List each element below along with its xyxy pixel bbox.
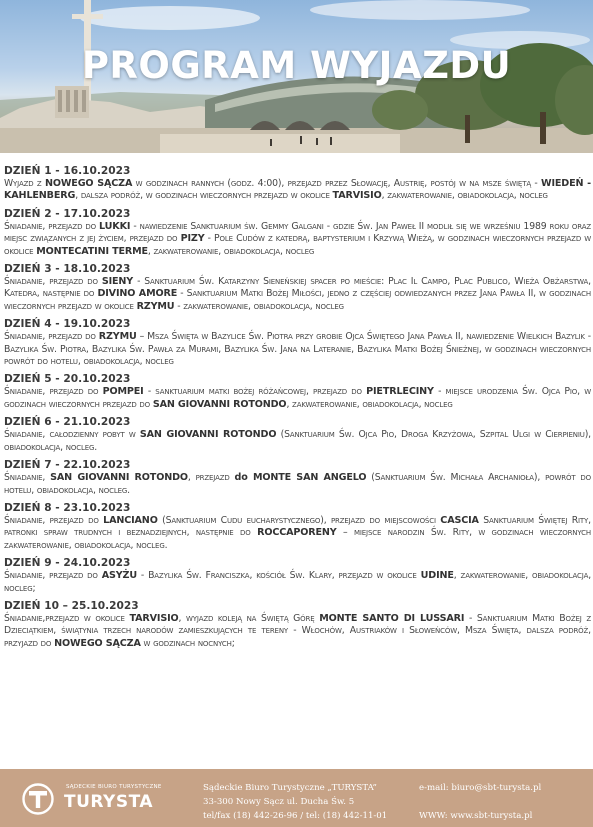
place-name: SAN GIOVANNI ROTONDO	[139, 429, 277, 441]
place-name: do MONTE SAN ANGELO	[234, 472, 367, 484]
day-heading: DZIEŃ 1 - 16.10.2023	[4, 165, 131, 177]
day-heading: DZIEŃ 9 - 24.10.2023	[4, 557, 131, 570]
description-text: Śniadanie, przejazd do	[4, 514, 104, 526]
description-text: - Sanktuarium Św. Katarzyny Sieneńskiej spacer po mieście: Plac Il Campo, Plac Publico, Wieża Obżarstwa, Katedra, następnie do	[4, 276, 591, 300]
description-text: - zakwaterowanie, obiadokolacja, nocleg	[174, 300, 344, 312]
day-description	[4, 178, 591, 203]
place-name: RZYMU	[98, 331, 137, 343]
place-name: SAN GIOVANNI ROTONDO	[50, 472, 188, 484]
page-title: PROGRAM WYJAZDU	[81, 44, 512, 87]
place-name: TARVISIO	[332, 190, 382, 202]
description-text: Śniadanie,	[4, 472, 51, 484]
day-heading: DZIEŃ 10 – 25.10.2023	[4, 599, 139, 612]
description-text: w godzinach nocnych;	[140, 637, 235, 649]
company-website[interactable]: WWW: www.sbt-turysta.pl	[419, 811, 533, 821]
place-name: LUKKI	[99, 220, 131, 232]
day-heading: DZIEŃ 3 - 18.10.2023	[4, 263, 131, 276]
day-section	[4, 318, 591, 368]
day-section	[4, 208, 591, 258]
company-phones: tel/fax (18) 442-26-96 / tel: (18) 442-11-01	[203, 811, 388, 821]
place-name: UDINE	[420, 570, 454, 582]
day-heading: DZIEŃ 7 - 22.10.2023	[4, 459, 131, 472]
day-section	[4, 502, 591, 552]
description-text: Śniadanie, przejazd do	[4, 276, 102, 288]
description-text: – Msza Święta w Bazylice Św. Piotra przy grobie Ojca Świętego Jana Pawła II, nawiedzenie Wielkich Bazylik - Bazylika Św. Piotra, Bazylika Św. Pawła za Murami, Bazylika Św. Jana na Lateranie, Bazylika Matki Bożej Śnieżnej, w godzinach wieczornych powrót do hotelu, obiadokolacja, nocleg	[4, 331, 592, 368]
day-heading: DZIEŃ 8 - 23.10.2023	[4, 501, 131, 514]
day-description	[4, 386, 591, 411]
description-text: Wyjazd z	[4, 178, 45, 189]
day-description	[4, 570, 591, 595]
day-section	[4, 557, 591, 595]
day-section	[4, 416, 591, 454]
description-text: , zakwaterowanie, obiadokolacja, nocleg;	[4, 570, 592, 594]
place-name: TARVISIO	[129, 612, 179, 624]
day-heading: DZIEŃ 4 - 19.10.2023	[4, 318, 131, 331]
description-text: w godzinach rannych (godz. 4:00), przejazd przez Słowację, Austrię, postój w na msze świętą -	[132, 178, 542, 189]
description-text: Śniadanie, przejazd do	[4, 386, 103, 398]
day-description	[4, 221, 591, 258]
company-address: 33-300 Nowy Sącz ul. Ducha Św. 5	[203, 797, 355, 807]
logo-tagline: SĄDECKIE BIURO TURYSTYCZNE	[66, 784, 162, 790]
day-section	[4, 459, 591, 497]
company-name: Sądeckie Biuro Turystyczne „TURYSTA”	[203, 783, 377, 793]
place-name: SIENY	[101, 276, 134, 288]
turysta-logo-icon	[22, 783, 54, 815]
description-text: - miejsce urodzenia Św. Ojca Pio, w godzinach wieczornych przejazd do	[4, 386, 591, 410]
day-description	[4, 613, 591, 650]
place-name: SAN GIOVANNI ROTONDO	[152, 398, 287, 410]
footer	[0, 769, 593, 827]
place-name: NOWEGO SĄCZA	[54, 637, 141, 649]
day-description	[4, 472, 591, 497]
place-name: NOWEGO SĄCZA	[44, 178, 133, 189]
day-section	[4, 165, 591, 203]
day-heading: DZIEŃ 2 - 17.10.2023	[4, 207, 131, 220]
description-text: Śniadanie, przejazd do	[4, 570, 102, 582]
place-name: MONTECATINI TERME	[36, 245, 148, 257]
description-text: Śniadanie,przejazd w okolice	[4, 612, 130, 624]
description-text: (Sanktuarium Św. Michała Archanioła), powrót do hotelu, obiadokolacja, nocleg.	[4, 472, 591, 496]
description-text: - Sanktuarium Matki Bożej z Dzieciątkiem, świątynia trzech narodów zamieszkujących te tereny - Włochów, Austriaków i Słoweńców, Msza Święta, dalsza podróż, przyjazd do	[4, 612, 591, 649]
trip-program	[4, 165, 591, 655]
day-section	[4, 263, 591, 313]
description-text: Śniadanie, przejazd do	[4, 331, 99, 343]
description-text: (Sanktuarium Św. Ojca Pio, Droga Krzyżowa, Szpital Ulgi w Cierpieniu), obiadokolacja, nocleg.	[4, 429, 591, 453]
description-text: - sanktuarium matki bożej różańcowej, przejazd do	[143, 386, 367, 398]
description-text: , wyjazd koleją na Świętą Górę	[178, 612, 320, 624]
day-description	[4, 429, 591, 454]
description-text: - Sanktuarium Matki Bożej Miłości, jedno z częściej odwiedzanych przez Jana Pawła II, w godzinach wieczornych przejazd w okolice	[4, 288, 591, 312]
description-text: - Bazylika Św. Franciszka, kościół Św. Klary, przejazd w okolice	[136, 570, 421, 582]
place-name: ASYŻU	[101, 570, 137, 582]
description-text: (Sanktuarium Cudu eucharystycznego), przejazd do miejscowości	[157, 514, 441, 526]
description-text: Sanktuarium Świętej Rity, patronki spraw trudnych i beznadziejnych, następnie do	[4, 514, 591, 539]
description-text: – miejsce narodzin Św. Rity, w godzinach wieczornych zakwaterowanie, obiadokolacja, nocleg.	[4, 527, 591, 551]
place-name: PIETRLECINY	[366, 386, 434, 398]
description-text: - Pole Cudów z katedrą, baptysterium i Krzywą Wieżą, w godzinach wieczornych przejazd w okolice	[4, 233, 592, 257]
place-name: POMPEI	[102, 386, 144, 398]
day-description	[4, 515, 591, 552]
place-name: ROCCAPORENY	[257, 527, 337, 539]
day-section	[4, 373, 591, 411]
description-text: , przejazd	[187, 472, 235, 484]
company-email[interactable]: e-mail: biuro@sbt-turysta.pl	[419, 783, 542, 793]
description-text: Śniadanie, przejazd do	[4, 220, 100, 232]
place-name: LANCIANO	[103, 514, 158, 526]
description-text: Śniadanie, całodzienny pobyt w	[4, 429, 140, 441]
place-name: RZYMU	[136, 300, 175, 312]
place-name: PIZY	[180, 233, 205, 245]
day-heading: DZIEŃ 5 - 20.10.2023	[4, 373, 131, 386]
day-section	[4, 600, 591, 650]
place-name: DIVINO AMORE	[97, 288, 178, 300]
description-text: , zakwaterowanie, obiadokolacja, nocleg	[147, 245, 315, 257]
description-text: , dalsza podróż, w godzinach wieczornych przejazd w okolice	[75, 190, 333, 202]
place-name: MONTE SANTO DI LUSSARI	[319, 612, 465, 624]
logo-name: TURYSTA	[64, 792, 154, 812]
place-name: CASCIA	[440, 514, 479, 526]
hero-banner	[0, 0, 593, 153]
day-description	[4, 276, 591, 313]
day-heading: DZIEŃ 6 - 21.10.2023	[4, 416, 131, 429]
description-text: - nawiedzenie Sanktuarium św. Gemmy Galgani - gdzie Św. Jan Paweł II modlił się we wrześniu 1989 roku oraz miejsc związanych z jej życiem, przejazd do	[4, 220, 591, 245]
place-name: WIEDEŃ - KAHLENBERG	[4, 178, 592, 202]
description-text: , zakwaterowanie, obiadokolacja, nocleg	[381, 190, 548, 202]
description-text: , zakwaterowanie, obiadokolacja, nocleg	[286, 398, 453, 410]
day-description	[4, 331, 591, 368]
